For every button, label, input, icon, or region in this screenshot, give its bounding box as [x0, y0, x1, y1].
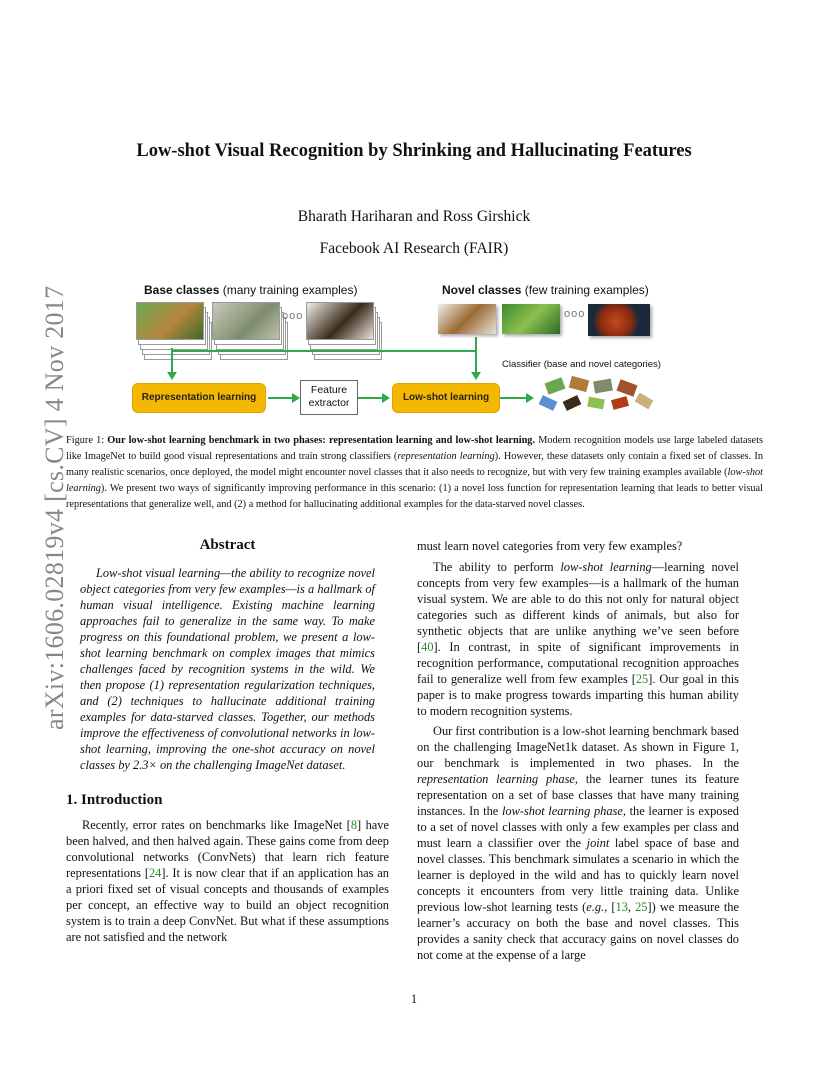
- classifier-thumbnails: [538, 376, 668, 414]
- right-text-5: Our first contribution is a low-shot learning benchmark based on the challenging ImageNet1k dataset. As shown in Figure 1, our benchmark is implemented in two phases. In the: [417, 724, 739, 770]
- intro-text-3: ]. It is now clear that if an application has an a priori fixed set of visual concepts and thousands of examples per concept, an effective way to build an object recognition system is to train a deep ConvNet. But what if these assumptions are not satisfied and the network: [66, 866, 390, 944]
- caption-italic-2: low-shot learning: [66, 467, 763, 494]
- base-classes-bold: Base classes: [144, 283, 220, 297]
- right-italic-3: low-shot learning phase: [501, 804, 623, 818]
- right-text-8: label space of base and novel classes. This benchmark simulates a scenario in which the learner is deployed in the wild and has to quickly learn novel concepts it encounters from very little training data. Unlike previous low-shot learning tests (: [417, 836, 740, 914]
- right-italic-4: joint: [586, 836, 610, 850]
- feature-extractor-line1: Feature: [310, 384, 348, 396]
- right-text-1: The ability to perform: [433, 560, 561, 574]
- right-text-2: —learning novel concepts from very few examples—is a hallmark of the human visual system. We are able to do this not only for natural object categories such as different kinds of animals, but also for synthetic objects that are unlike anything we’ve seen before [: [417, 560, 740, 654]
- page-number: 1: [410, 992, 418, 1006]
- right-text-10: ,: [627, 900, 636, 914]
- affiliation: Facebook AI Research (FAIR): [319, 240, 509, 257]
- caption-text-3: ). We present two ways of significantly improving performance in this scenario: (1) a novel loss function for representation learning that leads to better visual representations that generalize well, and (2) a method for hallucinating additional examples for the data-starved novel classes.: [66, 483, 763, 510]
- right-text-11: ]) we measure the learner’s accuracy on both the base and novel classes. This provides a sanity check that accuracy gains on novel classes do not come at the expense of a large: [417, 900, 739, 962]
- right-text-4: ]. Our goal in this paper is to make progress towards imparting this human ability to modern recognition systems.: [417, 672, 739, 718]
- left-column: [66, 537, 389, 945]
- feature-extractor-line2: extractor: [308, 397, 350, 409]
- introduction-heading: 1. Introduction: [66, 792, 163, 808]
- representation-learning-box: Representation learning: [132, 383, 266, 413]
- right-text-3: ]. In contrast, in spite of significant improvements in recognition performance, computational recognition approaches fail to generalize well from few examples [: [417, 640, 739, 686]
- right-paragraph-2: [417, 723, 739, 963]
- citation-8[interactable]: 8: [350, 818, 358, 832]
- citation-25[interactable]: 25: [635, 672, 649, 686]
- abstract-heading: Abstract: [199, 537, 256, 553]
- abstract-text: Low-shot visual learning—the ability to recognize novel object categories from very few examples—is a hallmark of human visual intelligence. Existing machine learning approaches fail to generalize in the same way. To make progress on this foundational problem, we present a low-shot learning benchmark on complex images that mimics challenges faced by recognition systems in the wild. We then propose (1) representation regularization techniques, and (2) techniques to hallucinate additional training examples for data-starved classes. Together, our methods improve the effectiveness of convolutional networks in low-shot learning, improving the one-shot accuracy on novel classes by 2.3× on the challenging ImageNet dataset.: [80, 566, 375, 772]
- right-text-7: , the learner is exposed to a set of novel classes with only a few examples per class and must learn a classifier over the: [417, 804, 739, 850]
- figure-caption: [66, 433, 763, 513]
- right-text-9: , [: [604, 900, 616, 914]
- paper-title: Low-shot Visual Recognition by Shrinking and Hallucinating Features: [136, 141, 692, 161]
- right-col-first-line: must learn novel categories from very few examples?: [417, 539, 683, 553]
- caption-text-2: ). However, these datasets only contain a fixed set of classes. In many realistic scenarios, once deployed, the model might encounter novel classes that it also needs to recognize, but with very few training examples available (: [66, 451, 763, 478]
- citation-24[interactable]: 24: [148, 866, 162, 880]
- right-italic-1: low-shot learning: [560, 560, 652, 574]
- right-italic-5: e.g.: [586, 900, 605, 914]
- citation-13[interactable]: 13: [615, 900, 628, 914]
- base-classes-rest: (many training examples): [219, 283, 358, 297]
- caption-bold: Our low-shot learning benchmark in two phases: representation learning and low-shot learning.: [107, 435, 536, 446]
- citation-40[interactable]: 40: [421, 640, 434, 654]
- authors: Bharath Hariharan and Ross Girshick: [297, 208, 531, 225]
- novel-classes-rest: (few training examples): [521, 283, 649, 297]
- caption-prefix: Figure 1:: [66, 435, 108, 446]
- caption-italic-1: representation learning: [397, 451, 495, 462]
- base-ellipsis: ooo: [282, 310, 304, 322]
- citation-25-b[interactable]: 25: [635, 900, 648, 914]
- low-shot-learning-box: Low-shot learning: [392, 383, 500, 413]
- arxiv-stamp: [14, 285, 69, 760]
- feature-extractor-box: [300, 380, 358, 415]
- figure-1: [120, 280, 680, 420]
- right-text-6: , the learner tunes its feature representation on a set of base classes that have many training instances. In the: [417, 772, 739, 818]
- caption-text-1: Modern recognition models use large labeled datasets like ImageNet to build good visual representations and train strong classifiers (: [66, 435, 763, 462]
- novel-classes-bold: Novel classes: [442, 283, 522, 297]
- classifier-label: Classifier (base and novel categories): [502, 359, 661, 370]
- novel-ellipsis: ooo: [564, 308, 586, 320]
- right-italic-2: representation learning phase: [417, 772, 575, 786]
- right-column: [417, 538, 739, 963]
- intro-paragraph-1: [66, 817, 389, 945]
- arxiv-id: arXiv:1606.02819v4 [cs.CV] 4 Nov 2017: [40, 285, 69, 730]
- intro-text-2: ] have been halved, and then halved again. These gains come from deep convolutional networks (ConvNets) that learn rich feature representations [: [66, 818, 389, 880]
- right-paragraph-1: [417, 559, 739, 719]
- intro-text-1: Recently, error rates on benchmarks like ImageNet [: [82, 818, 351, 832]
